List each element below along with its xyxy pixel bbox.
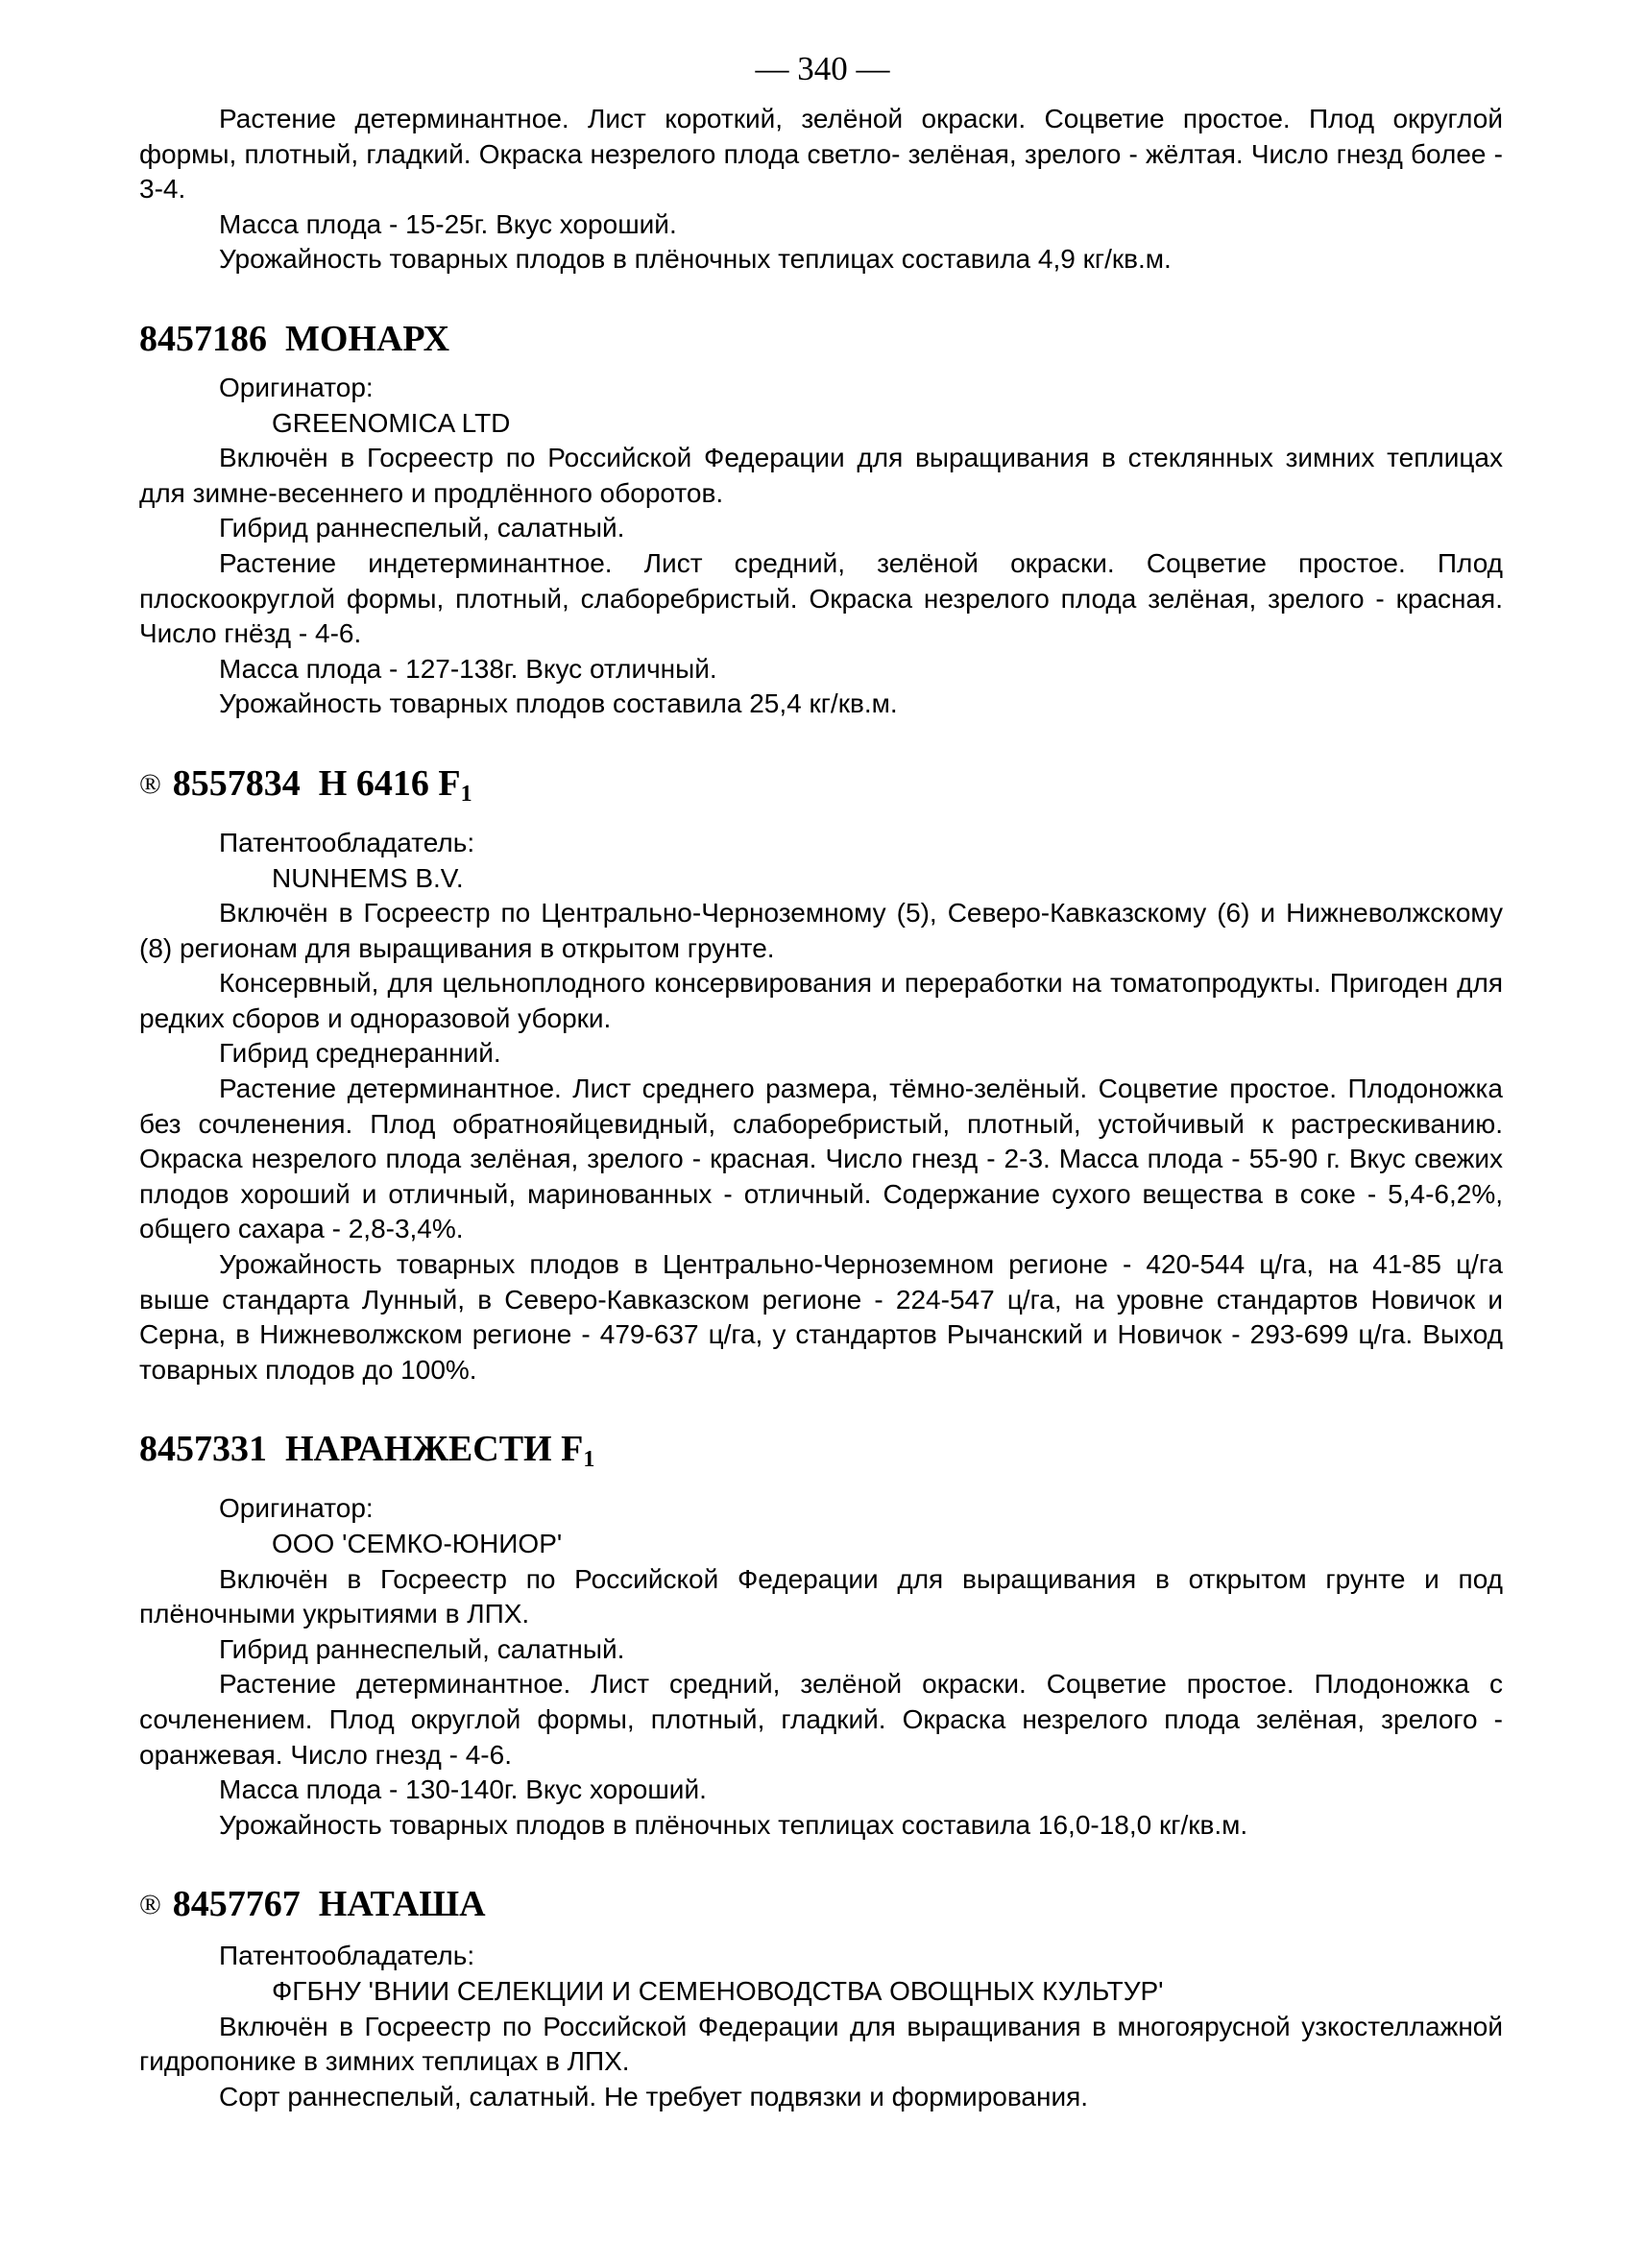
page-number: — 340 — bbox=[755, 50, 890, 87]
entry-paragraph: Растение индетерминантное. Лист средний, зелёной окраски. Соцветие простое. Плод плоскоокруглой формы, плотный, слаборебристый. Окраска незрелого плода зелёная, зрелого - красная. Число гнёзд - 4-6. bbox=[139, 547, 1503, 649]
entry-name-subscript: 1 bbox=[460, 781, 472, 807]
entry-name: МОНАРХ bbox=[285, 318, 450, 359]
holder-label: Патентообладатель: bbox=[219, 1941, 475, 1971]
entry-paragraph: Сорт раннеспелый, салатный. Не требует подвязки и формирования. bbox=[219, 2081, 1089, 2111]
registered-mark-icon: ® bbox=[139, 767, 161, 800]
entry-paragraph: Урожайность товарных плодов в Центрально-Черноземном регионе - 420-544 ц/га, на 41-85 ц/га выше стандарта Лунный, в Северо-Кавказском регионе - 224-547 ц/га, на уровне стандартов Новичок и Серна, в Нижневолжском регионе - 479-637 ц/га, у стандартов Рычанский и Новичок - 293-699 ц/га. Выход товарных плодов до 100%. bbox=[139, 1249, 1503, 1385]
entry-paragraph: Масса плода - 127-138г. Вкус отличный. bbox=[219, 653, 717, 684]
variety-entry-8457331 bbox=[139, 1427, 1503, 1843]
entry-paragraph: Включён в Госреестр по Российской Федерации для выращивания в открытом грунте и под плёночными укрытиями в ЛПХ. bbox=[139, 1563, 1503, 1629]
holder-label: Оригинатор: bbox=[219, 372, 374, 402]
variety-entry-8457767 bbox=[139, 1882, 1503, 2114]
holder-name: ООО 'СЕМКО-ЮНИОР' bbox=[272, 1529, 563, 1558]
intro-paragraph: Урожайность товарных плодов в плёночных теплицах составила 4,9 кг/кв.м. bbox=[219, 244, 1172, 275]
holder-name: NUNHEMS B.V. bbox=[272, 862, 464, 893]
entry-number: 8557834 bbox=[172, 762, 301, 804]
entry-paragraph: Масса плода - 130-140г. Вкус хороший. bbox=[219, 1774, 707, 1805]
registered-mark-icon: ® bbox=[139, 1889, 161, 1921]
holder-label: Патентообладатель: bbox=[219, 827, 475, 857]
holder-name: ФГБНУ 'ВНИИ СЕЛЕКЦИИ И СЕМЕНОВОДСТВА ОВОЩНЫХ КУЛЬТУР' bbox=[272, 1975, 1164, 2006]
entry-number: 8457331 bbox=[139, 1429, 267, 1470]
entry-number: 8457767 bbox=[172, 1884, 301, 1925]
entry-name: НАТАША bbox=[318, 1884, 486, 1925]
intro-paragraph: Масса плода - 15-25г. Вкус хороший. bbox=[219, 208, 677, 239]
entry-paragraph: Гибрид раннеспелый, салатный. bbox=[219, 513, 625, 543]
entry-paragraph: Гибрид раннеспелый, салатный. bbox=[219, 1633, 625, 1664]
entry-paragraph: Включён в Госреестр по Российской Федерации для выращивания в многоярусной узкостеллажной гидропонике в зимних теплицах в ЛПХ. bbox=[139, 2011, 1503, 2077]
entry-paragraph: Растение детерминантное. Лист среднего размера, тёмно-зелёный. Соцветие простое. Плодоножка без сочленения. Плод обратнояйцевидный, слаборебристый, плотный, устойчивый к растрескиванию. Окраска незрелого плода зелёная, зрелого - красная. Число гнезд - 2-3. Масса плода - 55-90 г. Вкус свежих плодов хороший и отличный, маринованных - отличный. Содержание сухого вещества в соке - 5,4-6,2%, общего сахара - 2,8-3,4%. bbox=[139, 1074, 1503, 1244]
entry-heading bbox=[139, 1882, 1503, 1929]
entry-name: НАРАНЖЕСТИ F bbox=[285, 1429, 584, 1470]
entry-paragraph: Урожайность товарных плодов составила 25,4 кг/кв.м. bbox=[219, 688, 898, 719]
entry-paragraph: Урожайность товарных плодов в плёночных теплицах составила 16,0-18,0 кг/кв.м. bbox=[219, 1809, 1248, 1840]
variety-entry-8457186 bbox=[139, 317, 1503, 722]
entry-paragraph: Включён в Госреестр по Центрально-Черноземному (5), Северо-Кавказскому (6) и Нижневолжскому (8) регионам для выращивания в открытом грунте. bbox=[139, 898, 1503, 963]
page-content bbox=[139, 102, 1503, 2114]
entry-heading bbox=[139, 317, 1503, 361]
variety-entry-8557834 bbox=[139, 761, 1503, 1388]
entry-paragraph: Включён в Госреестр по Российской Федерации для выращивания в стеклянных зимних теплицах для зимне-весеннего и продлённого оборотов. bbox=[139, 443, 1503, 508]
intro-paragraph: Растение детерминантное. Лист короткий, зелёной окраски. Соцветие простое. Плод округлой формы, плотный, гладкий. Окраска незрелого плода светло- зелёная, зрелого - жёлтая. Число гнезд более - 3-4. bbox=[139, 104, 1503, 205]
entry-paragraph: Растение детерминантное. Лист средний, зелёной окраски. Соцветие простое. Плодоножка с сочленением. Плод округлой формы, плотный, гладкий. Окраска незрелого плода зелёная, зрелого - оранжевая. Число гнезд - 4-6. bbox=[139, 1669, 1503, 1770]
holder-name: GREENOMICA LTD bbox=[272, 407, 511, 438]
entry-heading bbox=[139, 1427, 1503, 1482]
entry-paragraph: Консервный, для цельноплодного консервирования и переработки на томатопродукты. Пригоден для редких сборов и одноразовой уборки. bbox=[139, 968, 1503, 1033]
holder-label: Оригинатор: bbox=[219, 1493, 374, 1524]
entry-paragraph: Гибрид среднеранний. bbox=[219, 1038, 501, 1069]
entry-name: Н 6416 F bbox=[318, 762, 461, 804]
entry-name-subscript: 1 bbox=[583, 1447, 595, 1473]
entry-heading bbox=[139, 761, 1503, 816]
entry-number: 8457186 bbox=[139, 318, 267, 359]
